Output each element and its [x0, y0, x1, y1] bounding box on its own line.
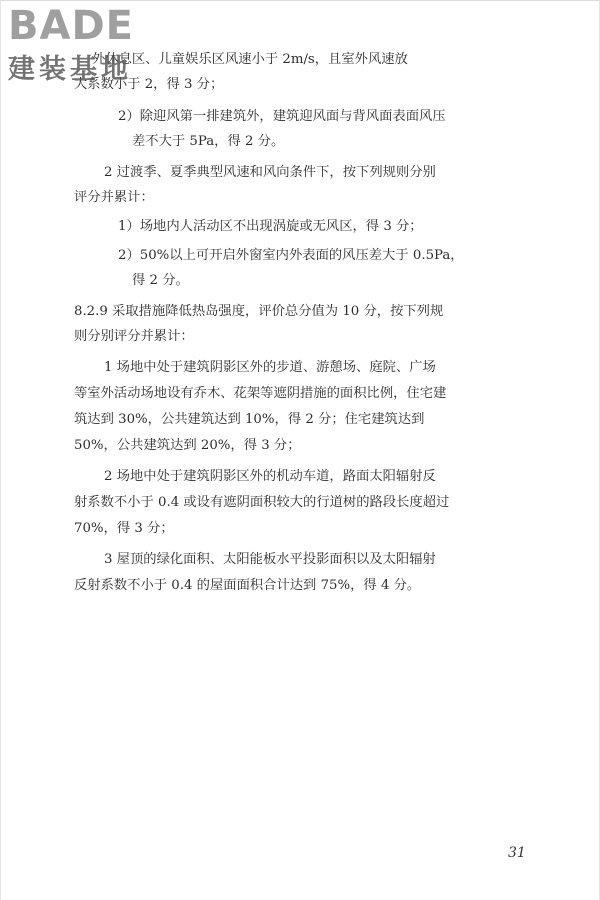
- text-line: 差不大于 5Pa，得 2 分。: [132, 134, 285, 149]
- text-line: 射系数不小于 0.4 或设有遮阴面积较大的行道树的路段长度超过: [74, 495, 450, 510]
- text-line: 2）除迎风第一排建筑外，建筑迎风面与背风面表面风压: [118, 109, 446, 124]
- text-line: 等室外活动场地设有乔木、花架等遮阴措施的面积比例，住宅建: [74, 386, 447, 401]
- text-line: 2 过渡季、夏季典型风速和风向条件下，按下列规则分别: [104, 165, 436, 180]
- section-heading: 8.2.9 采取措施降低热岛强度，评价总分值为 10 分，按下列规: [74, 304, 444, 319]
- text-line: 大系数小于 2，得 3 分；: [74, 77, 224, 92]
- watermark-brand-top: BADE: [8, 3, 134, 49]
- text-line: 评分并累计：: [74, 190, 154, 205]
- text-line: 则分别评分并累计：: [74, 329, 194, 344]
- text-line: 外休息区、儿童娱乐区风速小于 2m/s，且室外风速放: [92, 52, 408, 67]
- text-line: 50%，公共建筑达到 20%，得 3 分；: [74, 438, 301, 453]
- text-line: 筑达到 30%，公共建筑达到 10%，得 2 分；住宅建筑达到: [74, 412, 425, 427]
- text-line: 反射系数不小于 0.4 的屋面面积合计达到 75%，得 4 分。: [74, 578, 421, 593]
- text-line: 3 屋顶的绿化面积、太阳能板水平投影面积以及太阳辐射: [104, 552, 436, 567]
- text-line: 2 场地中处于建筑阴影区外的机动车道，路面太阳辐射反: [104, 469, 436, 484]
- text-line: 1）场地内人活动区不出现涡旋或无风区，得 3 分；: [118, 219, 423, 234]
- text-line: 2）50%以上可开启外窗室内外表面的风压差大于 0.5Pa，: [118, 248, 464, 263]
- watermark-logo: [8, 4, 178, 96]
- page-edge-top: [0, 0, 600, 1]
- text-line: 得 2 分。: [132, 273, 189, 288]
- watermark-brand-bottom: 建装基地: [8, 54, 132, 85]
- text-line: 1 场地中处于建筑阴影区外的步道、游憩场、庭院、广场: [104, 360, 436, 375]
- text-line: 70%，得 3 分；: [74, 521, 174, 536]
- page-edge-left: [0, 0, 1, 900]
- page-number: 31: [508, 845, 526, 861]
